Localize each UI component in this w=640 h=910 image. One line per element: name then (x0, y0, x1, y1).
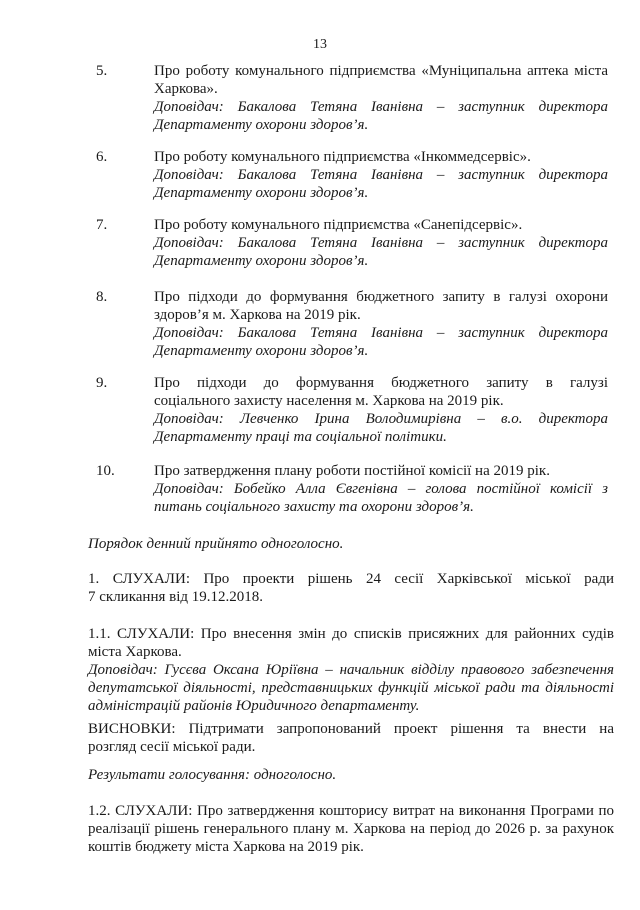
agenda-item-speaker-line: Доповідач: Бобейко Алла Євгенівна – голова постійної комісії з (154, 481, 608, 497)
conclusions-1-1 (88, 720, 614, 756)
heard-1-2-line: коштів бюджету міста Харкова на 2019 рік. (88, 839, 364, 855)
heard-1-2-line: реалізації рішень генерального плану м. Харкова на період до 2026 р. за рахунок (88, 821, 614, 837)
agenda-item-speaker-line: Доповідач: Бакалова Тетяна Іванівна – заступник директора (154, 235, 608, 251)
page-number: 13 (313, 37, 327, 52)
heard-1-1-line: 1.1. СЛУХАЛИ: Про внесення змін до списків присяжних для районних судів (88, 626, 614, 642)
speaker-1-1-line: Доповідач: Гусєва Оксана Юріївна – начальник відділу правового забезпечення (88, 662, 614, 678)
heard-1-1 (88, 625, 614, 715)
agenda-item-title-line: Харкова». (154, 81, 218, 97)
agenda-item-number: 8. (96, 289, 108, 305)
agenda-item-number: 9. (96, 375, 108, 391)
agenda-approved-text: Порядок денний прийнято одноголосно. (88, 536, 344, 552)
agenda-item-number: 5. (96, 63, 108, 79)
heard-1 (88, 570, 614, 606)
agenda-item-title-line: Про роботу комунального підприємства «Санепідсервіс». (154, 217, 523, 233)
agenda-item-title-line: здоров’я м. Харкова на 2019 рік. (154, 307, 361, 323)
agenda-item-speaker-line: Доповідач: Левченко Ірина Володимирівна – в.о. директора (154, 411, 608, 427)
agenda-item-speaker-line: Доповідач: Бакалова Тетяна Іванівна – заступник директора (154, 99, 608, 115)
conclusions-line: ВИСНОВКИ: Підтримати запропонований проект рішення та внести на (88, 721, 614, 737)
agenda-item-speaker-line: Департаменту охорони здоров’я. (154, 185, 369, 201)
agenda-item-speaker-line: Департаменту праці та соціальної політики. (154, 429, 447, 445)
heard-1-line: 1. СЛУХАЛИ: Про проекти рішень 24 сесії Харківської міської ради (88, 571, 614, 587)
agenda-item-speaker-line: Департаменту охорони здоров’я. (154, 253, 369, 269)
agenda-item-speaker-line: питань соціального захисту та охорони здоров’я. (154, 499, 474, 515)
heard-1-2-line: 1.2. СЛУХАЛИ: Про затвердження кошторису витрат на виконання Програми по (88, 803, 614, 819)
agenda-approved-note (88, 535, 614, 553)
heard-1-line: 7 скликання від 19.12.2018. (88, 589, 264, 605)
agenda-item-number: 7. (96, 217, 108, 233)
agenda-item-title-line: соціального захисту населення м. Харкова на 2019 рік. (154, 393, 504, 409)
speaker-1-1-line: адміністрацій районів Юридичного департаменту. (88, 698, 420, 714)
agenda-item-number: 6. (96, 149, 108, 165)
agenda-item-speaker-line: Департаменту охорони здоров’я. (154, 117, 369, 133)
heard-1-1-line: міста Харкова. (88, 644, 182, 660)
agenda-item-speaker-line: Доповідач: Бакалова Тетяна Іванівна – заступник директора (154, 167, 608, 183)
speaker-1-1-line: депутатської діяльності, представницьких функцій міської ради та діяльності (88, 680, 614, 696)
agenda-item-title-line: Про роботу комунального підприємства «Інкоммедсервіс». (154, 149, 531, 165)
agenda-item-title-line: Про підходи до формування бюджетного запиту в галузі охорони (154, 289, 608, 305)
heard-1-2 (88, 802, 614, 856)
agenda-item-speaker-line: Департаменту охорони здоров’я. (154, 343, 369, 359)
agenda-item-title-line: Про підходи до формування бюджетного запиту в галузі (154, 375, 608, 391)
agenda-item-number: 10. (96, 463, 115, 479)
agenda-item-title-line: Про затвердження плану роботи постійної комісії на 2019 рік. (154, 463, 550, 479)
agenda-item-speaker-line: Доповідач: Бакалова Тетяна Іванівна – заступник директора (154, 325, 608, 341)
conclusions-line: розгляд сесії міської ради. (88, 739, 256, 755)
voting-results (88, 766, 614, 784)
agenda-item-title-line: Про роботу комунального підприємства «Муніципальна аптека міста (154, 63, 608, 79)
voting-results-text: Результати голосування: одноголосно. (88, 767, 337, 783)
